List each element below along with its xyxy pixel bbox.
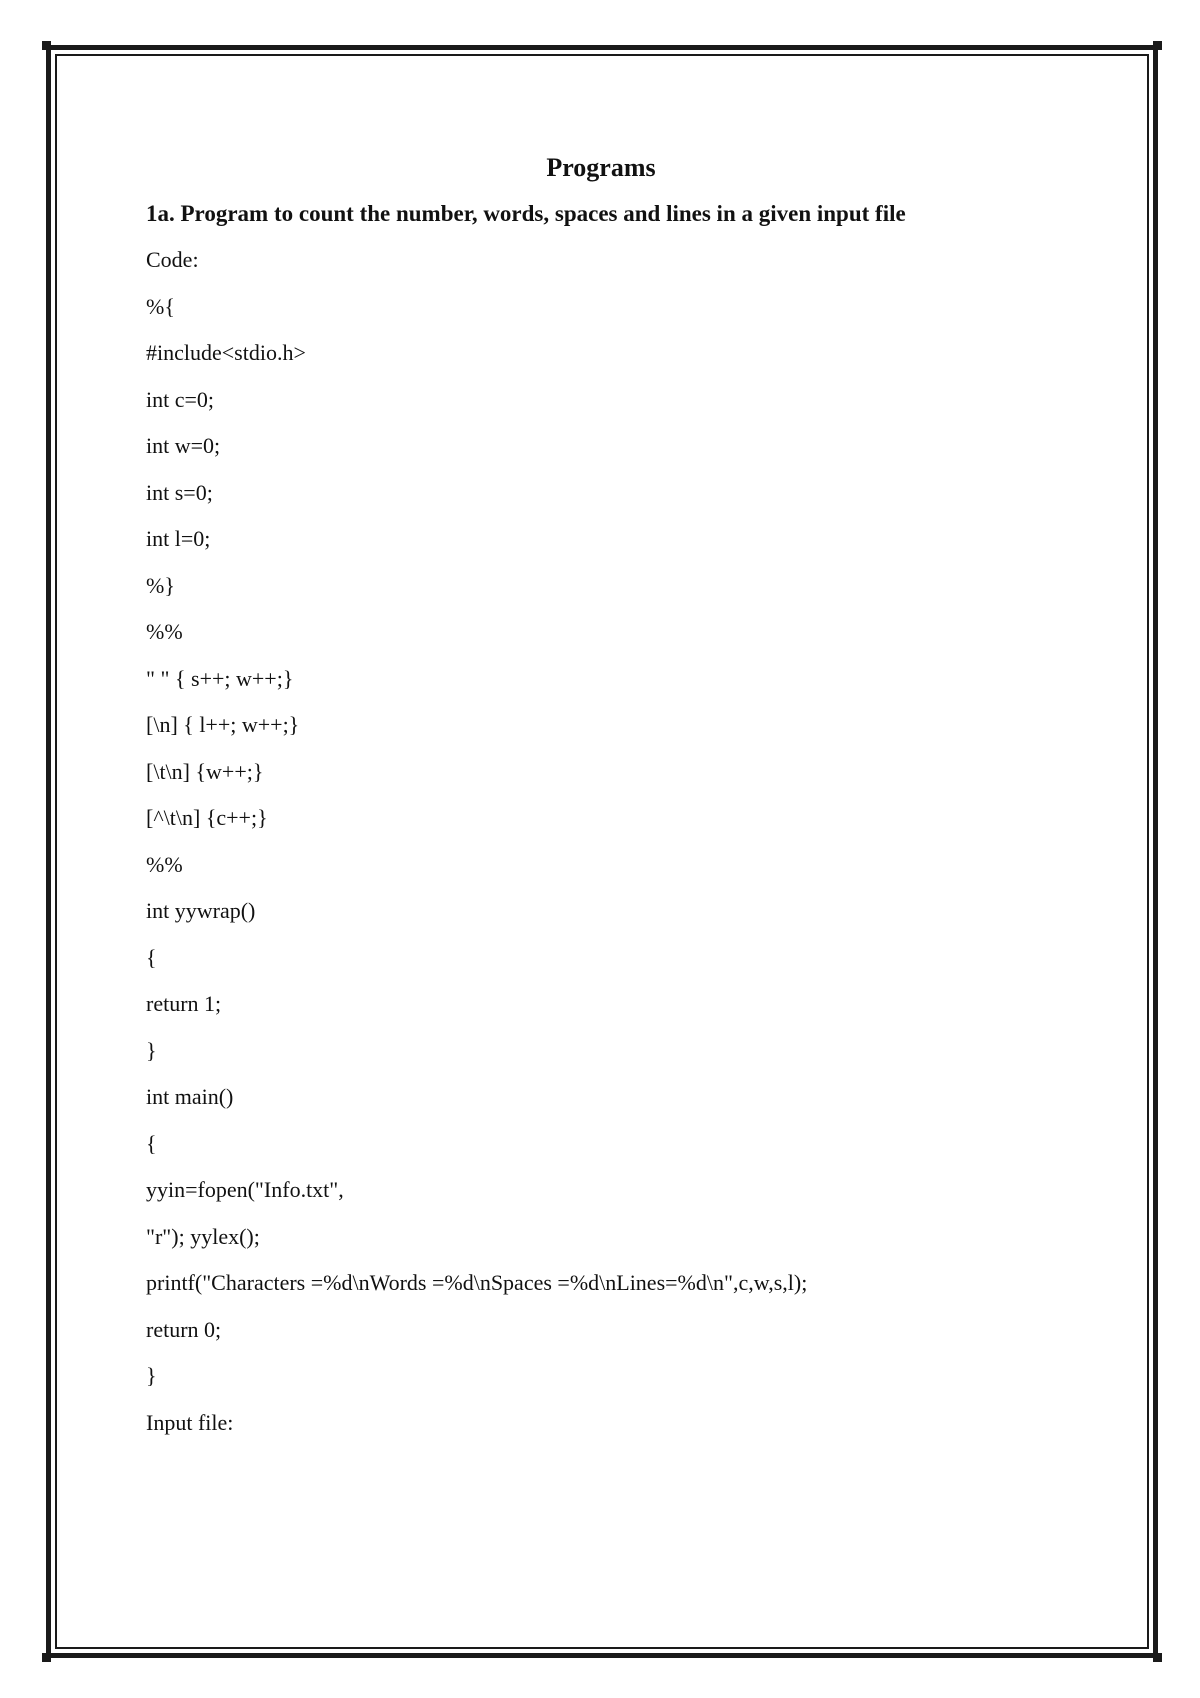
code-line: } <box>146 1363 157 1388</box>
code-line: int yywrap() <box>146 898 256 923</box>
code-line: " " { s++; w++;} <box>146 665 294 691</box>
document-body <box>146 145 1046 1446</box>
code-line: %} <box>146 572 175 598</box>
section-heading: 1a. Program to count the number, words, spaces and lines in a given input file <box>146 201 906 226</box>
code-line: "r"); yylex(); <box>146 1223 260 1249</box>
page-title: Programs <box>546 153 656 182</box>
border-corner-top-right <box>1153 41 1162 50</box>
code-line: int c=0; <box>146 386 215 412</box>
code-listing <box>146 237 1046 1446</box>
code-line: int l=0; <box>146 526 211 551</box>
code-line: [\t\n] {w++;} <box>146 758 264 784</box>
code-line: %% <box>146 851 183 877</box>
border-corner-bottom-right <box>1153 1653 1162 1662</box>
code-line: } <box>146 1037 157 1063</box>
code-line: printf("Characters =%d\nWords =%d\nSpaces =%d\nLines=%d\n",c,w,s,l); <box>146 1270 808 1295</box>
code-line: return 1; <box>146 991 222 1016</box>
border-corner-bottom-left <box>42 1653 51 1662</box>
border-corner-top-left <box>42 41 51 50</box>
code-line: int w=0; <box>146 433 221 458</box>
code-line: yyin=fopen("Info.txt", <box>146 1177 344 1202</box>
code-line: { <box>146 1130 157 1156</box>
code-line: %% <box>146 619 183 644</box>
code-line: #include<stdio.h> <box>146 340 306 365</box>
code-line: [^\t\n] {c++;} <box>146 805 268 830</box>
code-line: [\n] { l++; w++;} <box>146 712 300 737</box>
code-line: int s=0; <box>146 479 213 505</box>
input-file-label: Input file: <box>146 1409 234 1435</box>
code-label: Code: <box>146 247 199 272</box>
code-line: return 0; <box>146 1316 222 1342</box>
code-line: int main() <box>146 1084 234 1109</box>
code-line: { <box>146 944 157 970</box>
code-line: %{ <box>146 293 175 319</box>
